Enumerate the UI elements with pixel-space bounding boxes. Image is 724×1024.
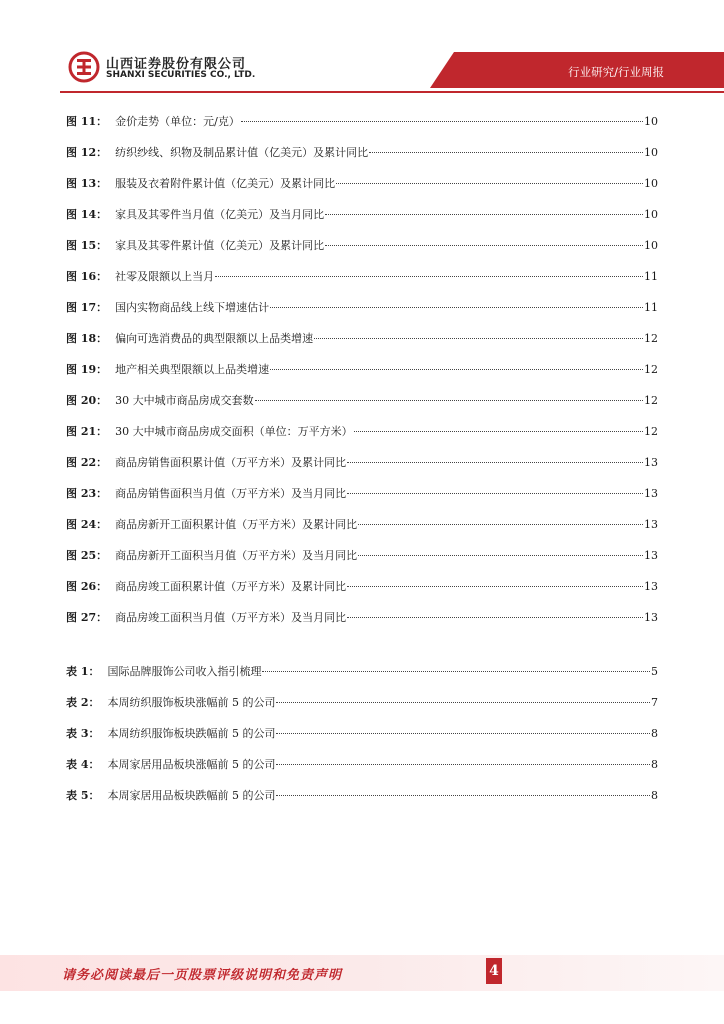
- entry-label: 表 5：: [66, 789, 100, 802]
- entry-title: 家具及其零件当月值（亿美元）及当月同比: [115, 208, 325, 221]
- entry-label: 图 11：: [66, 115, 108, 128]
- entry-page-number: 12: [644, 425, 658, 438]
- entry-label: 图 21：: [66, 425, 108, 438]
- table-index-row[interactable]: [66, 694, 658, 725]
- entry-label: 图 23：: [66, 487, 108, 500]
- entry-page-number: 11: [644, 301, 658, 314]
- entry-page-number: 13: [644, 487, 658, 500]
- entry-page-number: 10: [644, 239, 658, 252]
- dot-leader: [314, 337, 643, 339]
- entry-label: 表 4：: [66, 758, 100, 771]
- figure-index-row[interactable]: [66, 237, 658, 268]
- figure-index-row[interactable]: [66, 485, 658, 516]
- figure-index-row[interactable]: [66, 361, 658, 392]
- figure-index-row[interactable]: [66, 299, 658, 330]
- dot-leader: [215, 275, 643, 277]
- entry-label: 表 1：: [66, 665, 100, 678]
- table-index-row[interactable]: [66, 725, 658, 756]
- page-number: 4: [486, 958, 502, 984]
- entry-title: 30 大中城市商品房成交套数: [115, 394, 254, 407]
- company-name-cn: 山西证券股份有限公司: [106, 57, 247, 72]
- entry-label: 图 12：: [66, 146, 108, 159]
- disclaimer-note: 请务必阅读最后一页股票评级说明和免责声明: [62, 968, 343, 983]
- entry-page-number: 7: [651, 696, 658, 709]
- dot-leader: [276, 794, 650, 796]
- entry-label: 图 16：: [66, 270, 108, 283]
- entry-label: 图 14：: [66, 208, 108, 221]
- dot-leader: [241, 120, 643, 122]
- entry-label: 图 22：: [66, 456, 108, 469]
- entry-page-number: 11: [644, 270, 658, 283]
- entry-label: 表 3：: [66, 727, 100, 740]
- entry-page-number: 10: [644, 208, 658, 221]
- figure-index-row[interactable]: [66, 609, 658, 640]
- entry-label: 图 17：: [66, 301, 108, 314]
- entry-page-number: 10: [644, 177, 658, 190]
- dot-leader: [270, 368, 643, 370]
- dot-leader: [325, 244, 643, 246]
- figure-index: [66, 113, 658, 640]
- page-header: [0, 0, 724, 100]
- entry-page-number: 5: [651, 665, 658, 678]
- entry-title: 本周纺织服饰板块跌幅前 5 的公司: [107, 727, 276, 740]
- entry-title: 国内实物商品线上线下增速估计: [115, 301, 270, 314]
- dot-leader: [336, 182, 643, 184]
- figure-index-row[interactable]: [66, 547, 658, 578]
- table-index-row[interactable]: [66, 756, 658, 787]
- figure-index-row[interactable]: [66, 392, 658, 423]
- entry-page-number: 12: [644, 363, 658, 376]
- entry-title: 商品房新开工面积累计值（万平方米）及累计同比: [115, 518, 358, 531]
- figure-index-row[interactable]: [66, 144, 658, 175]
- dot-leader: [325, 213, 643, 215]
- entry-title: 商品房新开工面积当月值（万平方米）及当月同比: [115, 549, 358, 562]
- entry-title: 金价走势（单位：元/克）: [115, 115, 240, 128]
- entry-title: 本周家居用品板块跌幅前 5 的公司: [107, 789, 276, 802]
- dot-leader: [358, 523, 643, 525]
- entry-page-number: 13: [644, 518, 658, 531]
- dot-leader: [347, 616, 643, 618]
- dot-leader: [270, 306, 643, 308]
- entry-page-number: 13: [644, 611, 658, 624]
- entry-page-number: 10: [644, 115, 658, 128]
- entry-page-number: 10: [644, 146, 658, 159]
- entry-title: 商品房竣工面积当月值（万平方米）及当月同比: [115, 611, 347, 624]
- figure-index-row[interactable]: [66, 268, 658, 299]
- table-index-row[interactable]: [66, 663, 658, 694]
- entry-page-number: 13: [644, 580, 658, 593]
- entry-page-number: 13: [644, 456, 658, 469]
- table-index: [66, 663, 658, 818]
- figure-index-row[interactable]: [66, 578, 658, 609]
- dot-leader: [347, 461, 643, 463]
- dot-leader: [276, 732, 650, 734]
- dot-leader: [262, 670, 650, 672]
- entry-label: 图 20：: [66, 394, 108, 407]
- entry-page-number: 12: [644, 332, 658, 345]
- entry-label: 图 24：: [66, 518, 108, 531]
- entry-label: 图 18：: [66, 332, 108, 345]
- entry-title: 商品房销售面积累计值（万平方米）及累计同比: [115, 456, 347, 469]
- entry-page-number: 8: [651, 789, 658, 802]
- dot-leader: [276, 701, 650, 703]
- entry-title: 30 大中城市商品房成交面积（单位：万平方米）: [115, 425, 353, 438]
- entry-title: 服装及衣着附件累计值（亿美元）及累计同比: [115, 177, 336, 190]
- dot-leader: [347, 585, 643, 587]
- entry-page-number: 8: [651, 758, 658, 771]
- dot-leader: [354, 430, 643, 432]
- figure-index-row[interactable]: [66, 175, 658, 206]
- dot-leader: [276, 763, 650, 765]
- entry-title: 家具及其零件累计值（亿美元）及累计同比: [115, 239, 325, 252]
- entry-title: 商品房销售面积当月值（万平方米）及当月同比: [115, 487, 347, 500]
- figure-index-row[interactable]: [66, 516, 658, 547]
- entry-title: 地产相关典型限额以上品类增速: [115, 363, 270, 376]
- table-index-row[interactable]: [66, 787, 658, 818]
- entry-page-number: 8: [651, 727, 658, 740]
- header-divider: [60, 91, 724, 93]
- entry-page-number: 13: [644, 549, 658, 562]
- entry-title: 国际品牌服饰公司收入指引梳理: [107, 665, 262, 678]
- dot-leader: [347, 492, 643, 494]
- entry-label: 图 26：: [66, 580, 108, 593]
- entry-title: 社零及限额以上当月: [115, 270, 215, 283]
- entry-label: 表 2：: [66, 696, 100, 709]
- entry-title: 本周家居用品板块涨幅前 5 的公司: [107, 758, 276, 771]
- dot-leader: [358, 554, 643, 556]
- figure-index-row[interactable]: [66, 113, 658, 144]
- figure-index-row[interactable]: [66, 330, 658, 361]
- entry-label: 图 15：: [66, 239, 108, 252]
- figure-index-row[interactable]: [66, 206, 658, 237]
- entry-page-number: 12: [644, 394, 658, 407]
- company-name-en: SHANXI SECURITIES CO., LTD.: [106, 70, 256, 80]
- entry-title: 本周纺织服饰板块涨幅前 5 的公司: [107, 696, 276, 709]
- entry-label: 图 19：: [66, 363, 108, 376]
- entry-label: 图 25：: [66, 549, 108, 562]
- company-logo-icon: [68, 51, 100, 83]
- figure-index-row[interactable]: [66, 423, 658, 454]
- entry-title: 纺织纱线、织物及制品累计值（亿美元）及累计同比: [115, 146, 369, 159]
- entry-label: 图 27：: [66, 611, 108, 624]
- figure-index-row[interactable]: [66, 454, 658, 485]
- report-section-label: 行业研究/行业周报: [568, 65, 664, 79]
- entry-title: 偏向可选消费品的典型限额以上品类增速: [115, 332, 314, 345]
- entry-label: 图 13：: [66, 177, 108, 190]
- dot-leader: [369, 151, 643, 153]
- entry-title: 商品房竣工面积累计值（万平方米）及累计同比: [115, 580, 347, 593]
- dot-leader: [255, 399, 643, 401]
